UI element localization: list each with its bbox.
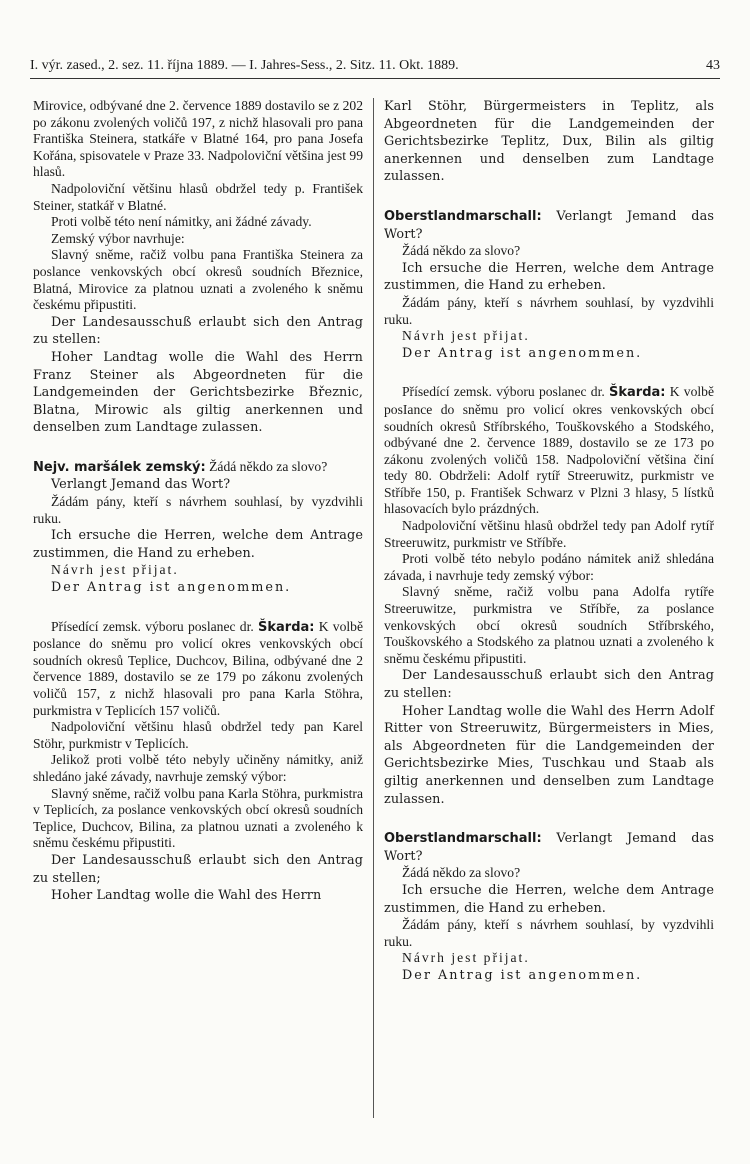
paragraph [33,349,363,437]
speaker-name: Oberstlandmarschall: [384,208,542,224]
paragraph-text: Der Landesausschuß erlaubt sich den Antrag zu stellen: [384,668,714,701]
paragraph-text: Jelikož proti volbě této nebyly učiněny námitky, aniž shledáno jaké závady, navrhuje zemský výbor: [33,752,363,784]
paragraph [33,476,363,494]
paragraph [384,830,714,865]
paragraph [33,231,363,248]
paragraph [33,494,363,527]
paragraph-text: Přísedící zemsk. výboru poslanec dr. [51,618,258,634]
paragraph-text: Verlangt Jemand das Wort? [384,831,714,864]
paragraph-text: Der Antrag ist angenommen. [51,580,292,596]
paragraph-text: Der Landesausschuß erlaubt sich den Antrag zu stellen: [33,314,363,348]
paragraph [384,551,714,584]
page-number: 43 [706,58,720,73]
paragraph [33,852,363,887]
paragraph [384,703,714,809]
paragraph-text: Karl Stöhr, Bürgermeisters in Teplitz, als Abgeordneten für die Landgemeinden der Gerichtsbezirke Teplitz, Dux, Bilin als giltig anerkennen und denselben zum Landtage zulassen. [384,99,714,185]
paragraph [384,518,714,551]
paragraph-text: Žádá někdo za slovo? [205,458,328,474]
paragraph [33,719,363,752]
paragraph-text: Návrh jest přijat. [402,328,530,344]
paragraph [33,527,363,562]
paragraph-text: Der Antrag ist angenommen. [402,345,643,361]
paragraph-text: Verlangt Jemand das Wort? [51,477,231,493]
paragraph-text: Slavný sněme, račiž volbu pana Adolfa rytíře Streeruwitze, purkmistra ve Stříbře, za poslance venkovských obcí okresů soudních Stříbrského, Touškovského a Stodského za platnou uznati a zvoleného k sněmu českému připustiti. [384,584,714,666]
paragraph-text: Hoher Landtag wolle die Wahl des Herrn Adolf Ritter von Streeruwitz, Bürgermeisters in Mies, als Abgeordneten für die Landgemeinden der Gerichtsbezirke Mies, Tuschkau und Staab als giltig anerkennen und denselben zum Landtage zulassen. [384,703,714,807]
paragraph [33,887,363,905]
paragraph [384,917,714,950]
paragraph [33,181,363,214]
paragraph [33,579,363,597]
paragraph [33,562,363,579]
paragraph-text: Ich ersuche die Herren, welche dem Antrage zustimmen, die Hand zu erheben. [33,528,363,561]
paragraph [33,752,363,785]
paragraph-text: Nadpoloviční většinu hlasů obdržel tedy p. František Steiner, statkář v Blatné. [33,180,363,213]
paragraph-text: Hoher Landtag wolle die Wahl des Herrn Franz Steiner als Abgeordneten für die Landgemeinden der Gerichtsbezirke Březnic, Blatna, Mirowic als giltig anerkennen und denselben zum Landtage zulassen. [33,349,363,436]
left-column [33,98,363,905]
paragraph [384,208,714,243]
paragraph-text: Přísedící zemsk. výboru poslanec dr. [402,384,609,400]
paragraph [33,214,363,231]
paragraph-text: Nadpoloviční většinu hlasů obdržel tedy pan Adolf rytíř Streeruwitz, purkmistr ve Stříbře. [384,518,714,550]
paragraph [33,98,363,181]
paragraph-text: Der Landesausschuß erlaubt sich den Antrag zu stellen; [33,852,363,886]
paragraph-text: Der Antrag ist angenommen. [402,967,643,983]
right-column [384,98,714,985]
paragraph [384,584,714,667]
speaker-name: Oberstlandmarschall: [384,831,542,847]
paragraph-text: Žádám pány, kteří s návrhem souhlasí, by vyzdvihli ruku. [384,917,714,949]
paragraph [384,882,714,917]
paragraph [384,328,714,345]
paragraph-text: Mirovice, odbývané dne 2. července 1889 dostavilo se z 202 po zákonu zvolených voličů 197, z nichž hlasovali pro pana Františka Steinera, statkáře v Blatné 164, pro pana Josefa Kořána, spisovatele v Praze 33. Nadpoloviční většina jest 99 hlasů. [33,98,363,180]
speaker-name: Škarda: [258,619,315,635]
paragraph [33,314,363,349]
paragraph-text: Žádám pány, kteří s návrhem souhlasí, by vyzdvihli ruku. [384,294,714,327]
paragraph-text: Proti volbě této nebylo podáno námitek aniž shledána závada, i navrhuje tedy zemský výbor: [384,551,714,583]
paragraph [384,967,714,985]
page-header [30,58,720,79]
paragraph [384,384,714,518]
column-divider [373,98,374,1118]
paragraph [33,619,363,720]
paragraph [33,247,363,313]
speaker-name: Škarda: [609,385,666,401]
paragraph [384,260,714,295]
paragraph-text: Ich ersuche die Herren, welche dem Antrage zustimmen, die Hand zu erheben. [384,260,714,294]
paragraph-text: Slavný sněme, račiž volbu pana Karla Stöhra, purkmistra v Teplicích, za poslance venkovských obcí okresů soudních Teplice, Duchcov, Bilina, za platnou uznati a zvoleného k sněmu českému připustiti. [33,785,363,851]
paragraph-text: Hoher Landtag wolle die Wahl des Herrn [51,888,322,904]
paragraph [384,295,714,328]
paragraph-text: Nadpoloviční většinu hlasů obdržel tedy pan Karel Stöhr, purkmistr v Teplicích. [33,719,363,751]
paragraph-text: Návrh jest přijat. [402,950,530,966]
paragraph-text: Ich ersuche die Herren, welche dem Antrage zustimmen, die Hand zu erheben. [384,882,714,916]
paragraph-text: Žádá někdo za slovo? [402,243,521,259]
paragraph-text: Návrh jest přijat. [51,562,179,578]
speaker-name: Nejv. maršálek zemský: [33,459,206,475]
paragraph [33,786,363,852]
paragraph-text: Proti volbě této není námitky, ani žádné závady. [51,214,312,230]
paragraph [384,243,714,260]
paragraph [384,667,714,702]
paragraph-text: Zemský výbor navrhuje: [51,230,185,246]
paragraph-text: K volbě posIance do sněmu pro volicí okres venkovských obcí soudních okresů Stříbrského, Touškovského a Stodského, odbývané dne 2. července 1889, dostavilo se ze 173 po zákonu zvolených voličů 158. Nadpoloviční většina činí tedy 80. Obdrželi: Adolf rytíř Streeruwitz, purkmistr ve Stříbře 150, p. František Schwarz v Plzni 3 hlasy, 5 lístků hlasovacích bylo prázdných. [384,384,714,517]
paragraph [384,345,714,363]
running-head: I. výr. zased., 2. sez. 11. října 1889. — I. Jahres-Sess., 2. Sitz. 11. Okt. 1889. [30,58,459,73]
paragraph-text: Žádám pány, kteří s návrhem souhlasí, by vyzdvihli ruku. [33,494,363,526]
paragraph-text: Verlangt Jemand das Wort? [384,208,714,242]
paragraph-text: Slavný sněme, račiž volbu pana Františka Steinera za poslance venkovských obcí okresů soudních Březnice, Blatná, Mirovice za platnou uznati a zvoleného k sněmu českému připustiti. [33,247,363,313]
paragraph [384,865,714,882]
paragraph [33,459,363,477]
paragraph-text: Žádá někdo za slovo? [402,865,521,881]
paragraph [384,98,714,186]
paragraph-text: K volbě poslance do sněmu pro volicí okres venkovských obcí soudních okresů Teplice, Duchcov, Bilina, odbývané dne 2 července 1889, dostavilo se ze 179 po zákonu zvolených voličů 157, z nichž hlasovali pro pana Karla Stöhra, purkmistra v Teplicích 157 voličů. [33,618,363,718]
paragraph [384,950,714,967]
